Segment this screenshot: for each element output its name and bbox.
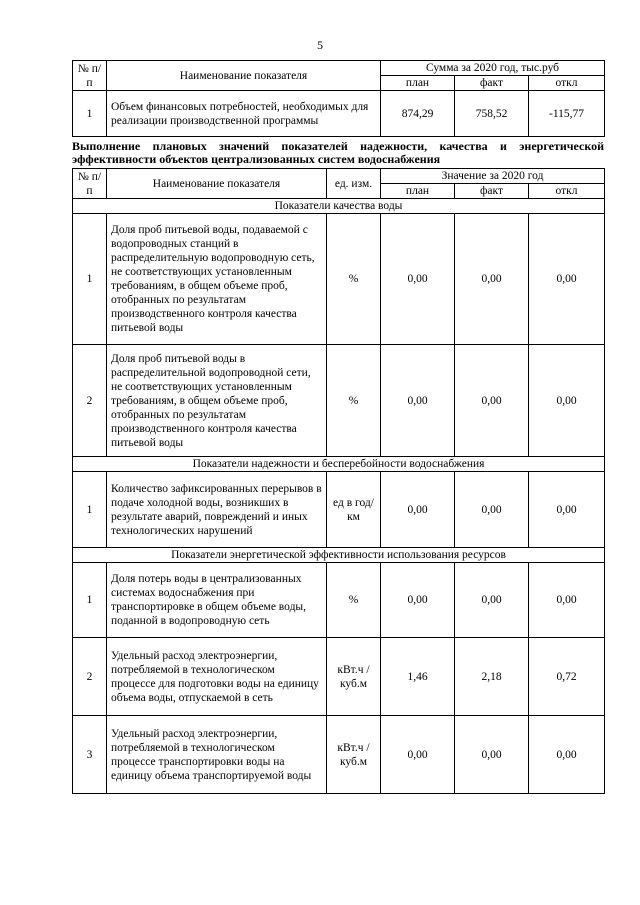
row-dev: 0,00 (529, 214, 605, 345)
col-fact-header: факт (455, 76, 529, 91)
col-group-header: Сумма за 2020 год, тыс.руб (381, 61, 605, 76)
col-fact-header: факт (455, 184, 529, 199)
col-name-header: Наименование показателя (107, 61, 381, 91)
table-row (73, 472, 605, 548)
table-row (73, 716, 605, 794)
row-name: Доля потерь воды в централизованных системах водоснабжения при транспортировке в общем объеме воды, поданной в водопроводную сеть (107, 563, 327, 638)
row-unit: ед в год/ км (327, 472, 381, 548)
row-num: 2 (73, 638, 107, 716)
row-dev: 0,00 (529, 345, 605, 457)
table-row (73, 91, 605, 137)
section-row (73, 199, 605, 214)
row-num: 1 (73, 563, 107, 638)
financial-table (72, 60, 605, 137)
col-dev-header: откл (529, 184, 605, 199)
row-fact: 0,00 (455, 563, 529, 638)
indicators-table (72, 168, 605, 794)
row-fact: 2,18 (455, 638, 529, 716)
row-plan: 1,46 (381, 638, 455, 716)
table-row (73, 638, 605, 716)
row-dev: 0,00 (529, 716, 605, 794)
row-name: Удельный расход электроэнергии, потребляемой в технологическом процессе для подготовки воды на единицу объема воды, отпускаемой в сеть (107, 638, 327, 716)
table-row (73, 563, 605, 638)
col-plan-header: план (381, 184, 455, 199)
table-row (73, 214, 605, 345)
col-dev-header: откл (529, 76, 605, 91)
section-row (73, 548, 605, 563)
section-row (73, 457, 605, 472)
row-name: Объем финансовых потребностей, необходимых для реализации производственной программы (107, 91, 381, 137)
section-title: Показатели надежности и бесперебойности водоснабжения (73, 457, 605, 472)
row-unit: кВт.ч / куб.м (327, 716, 381, 794)
col-plan-header: план (381, 76, 455, 91)
row-dev: 0,72 (529, 638, 605, 716)
row-fact: 758,52 (455, 91, 529, 137)
col-unit-header: ед. изм. (327, 169, 381, 199)
row-num: 1 (73, 91, 107, 137)
row-fact: 0,00 (455, 472, 529, 548)
section-heading: Выполнение плановых значений показателей надежности, качества и энергетической эффективности объектов централизованных систем водоснабжения (72, 139, 604, 166)
col-name-header: Наименование показателя (107, 169, 327, 199)
row-unit: кВт.ч / куб.м (327, 638, 381, 716)
row-fact: 0,00 (455, 716, 529, 794)
row-name: Количество зафиксированных перерывов в подаче холодной воды, возникших в результате аварий, повреждений и иных технологических нарушений (107, 472, 327, 548)
row-num: 1 (73, 214, 107, 345)
row-plan: 0,00 (381, 716, 455, 794)
row-plan: 0,00 (381, 563, 455, 638)
row-plan: 874,29 (381, 91, 455, 137)
col-group-header: Значение за 2020 год (381, 169, 605, 184)
row-num: 2 (73, 345, 107, 457)
row-num: 1 (73, 472, 107, 548)
row-fact: 0,00 (455, 345, 529, 457)
page-number: 5 (317, 38, 323, 52)
table-row (73, 345, 605, 457)
row-name: Удельный расход электроэнергии, потребляемой в технологическом процессе транспортировки воды на единицу объема транспортируемой воды (107, 716, 327, 794)
section-title: Показатели энергетической эффективности использования ресурсов (73, 548, 605, 563)
row-dev: 0,00 (529, 563, 605, 638)
row-name: Доля проб питьевой воды в распределительной водопроводной сети, не соответствующих установленным требованиям, в общем объеме проб, отобранных по результатам производственного контроля качества питьевой воды (107, 345, 327, 457)
col-num-header: № п/п (73, 169, 107, 199)
row-fact: 0,00 (455, 214, 529, 345)
row-dev: 0,00 (529, 472, 605, 548)
row-num: 3 (73, 716, 107, 794)
row-unit: % (327, 563, 381, 638)
row-plan: 0,00 (381, 214, 455, 345)
row-unit: % (327, 214, 381, 345)
col-num-header: № п/п (73, 61, 107, 91)
row-unit: % (327, 345, 381, 457)
section-title: Показатели качества воды (73, 199, 605, 214)
row-plan: 0,00 (381, 345, 455, 457)
row-plan: 0,00 (381, 472, 455, 548)
row-dev: -115,77 (529, 91, 605, 137)
row-name: Доля проб питьевой воды, подаваемой с водопроводных станций в распределительную водопроводную сеть, не соответствующих установленным требованиям, в общем объеме проб, отобранных по результатам производственного контроля качества питьевой воды (107, 214, 327, 345)
